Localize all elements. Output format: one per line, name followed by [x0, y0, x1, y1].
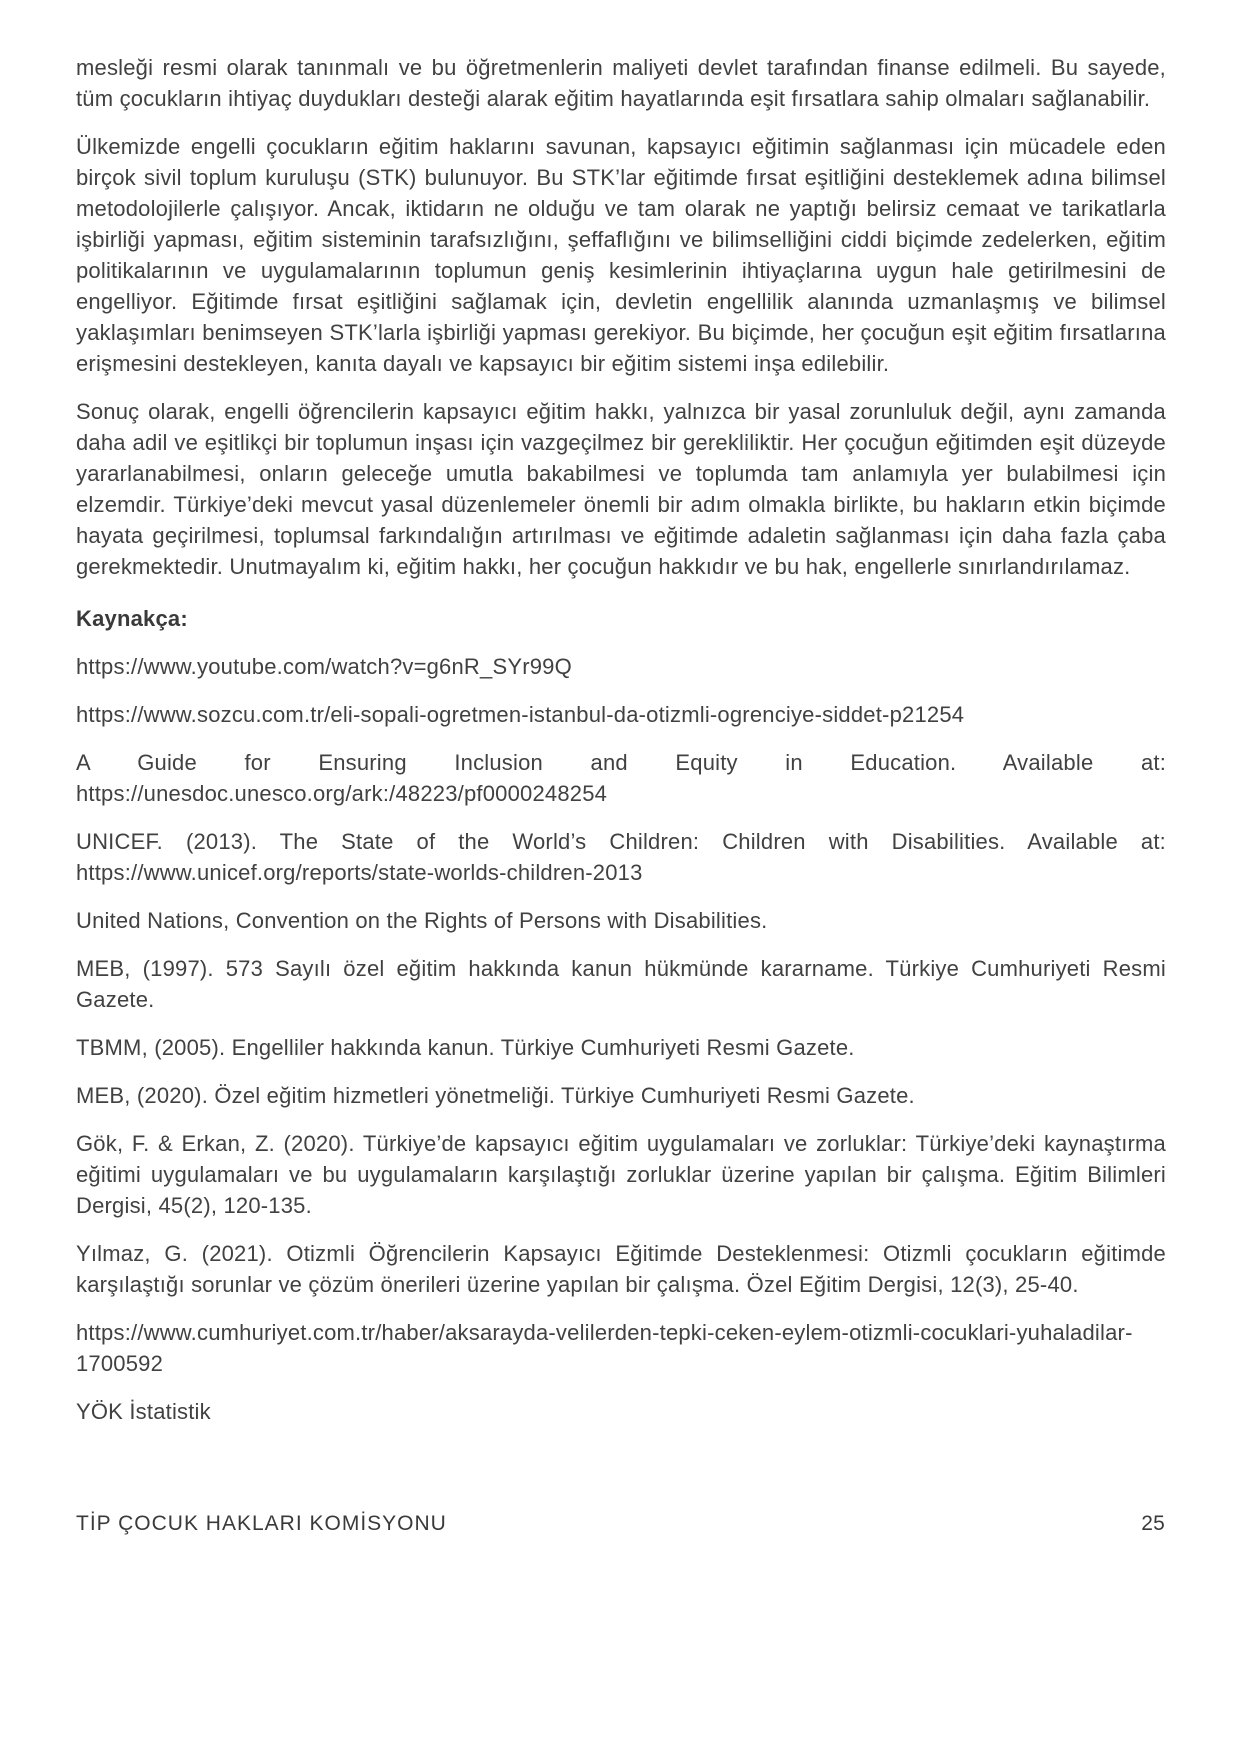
reference-item: MEB, (1997). 573 Sayılı özel eğitim hakkında kanun hükmünde kararname. Türkiye Cumhuriyeti Resmi Gazete.	[76, 956, 1166, 1012]
reference-item: https://www.cumhuriyet.com.tr/haber/aksarayda-velilerden-tepki-ceken-eylem-otizmli-cocuklari-yuhaladilar-1700592	[76, 1320, 1133, 1376]
page-number: 25	[1141, 1512, 1165, 1535]
reference-item: https://www.youtube.com/watch?v=g6nR_SYr99Q	[76, 654, 572, 679]
reference-item: YÖK İstatistik	[76, 1399, 211, 1424]
page-content	[76, 52, 1166, 1444]
page-footer	[76, 1512, 1165, 1536]
body-paragraph: Ülkemizde engelli çocukların eğitim haklarını savunan, kapsayıcı eğitimin sağlanması için mücadele eden birçok sivil toplum kuruluşu (STK) bulunuyor. Bu STK’lar eğitimde fırsat eşitliğini desteklemek adına bilimsel metodolojilerle çalışıyor. Ancak, iktidarın ne olduğu ve tam olarak ne yaptığı belirsiz cemaat ve tarikatlarla işbirliği yapması, eğitim sisteminin tarafsızlığını, şeffaflığını ve bilimselliğini ciddi biçimde zedelerken, eğitim politikalarının ve uygulamalarının toplumun geniş kesimlerinin ihtiyaçlarına uygun hale getirilmesini de engelliyor. Eğitimde fırsat eşitliğini sağlamak için, devletin engellilik alanında uzmanlaşmış ve bilimsel yaklaşımları benimseyen STK’larla işbirliği yapması gerekiyor. Bu biçimde, her çocuğun eşit eğitim fırsatlarına erişmesini destekleyen, kanıta dayalı ve kapsayıcı bir eğitim sistemi inşa edilebilir.	[76, 134, 1166, 376]
reference-item: Yılmaz, G. (2021). Otizmli Öğrencilerin Kapsayıcı Eğitimde Desteklenmesi: Otizmli çocukların eğitimde karşılaştığı sorunlar ve çözüm önerileri üzerine yapılan bir çalışma. Özel Eğitim Dergisi, 12(3), 25-40.	[76, 1241, 1166, 1297]
footer-title: TİP ÇOCUK HAKLARI KOMİSYONU	[76, 1512, 447, 1535]
reference-item: A Guide for Ensuring Inclusion and Equity in Education. Available at: https://unesdoc.unesco.org/ark:/48223/pf0000248254	[76, 750, 1166, 806]
reference-item: MEB, (2020). Özel eğitim hizmetleri yönetmeliği. Türkiye Cumhuriyeti Resmi Gazete.	[76, 1083, 915, 1108]
reference-item: UNICEF. (2013). The State of the World’s Children: Children with Disabilities. Available at: https://www.unicef.org/reports/state-worlds-children-2013	[76, 829, 1166, 885]
reference-item: https://www.sozcu.com.tr/eli-sopali-ogretmen-istanbul-da-otizmli-ogrenciye-siddet-p21254	[76, 702, 965, 727]
reference-item: United Nations, Convention on the Rights of Persons with Disabilities.	[76, 908, 768, 933]
references-heading: Kaynakça:	[76, 606, 188, 631]
reference-item: Gök, F. & Erkan, Z. (2020). Türkiye’de kapsayıcı eğitim uygulamaları ve zorluklar: Türkiye’deki kaynaştırma eğitimi uygulamaları ve bu uygulamaların karşılaştığı zorluklar üzerine yapılan bir çalışma. Eğitim Bilimleri Dergisi, 45(2), 120-135.	[76, 1131, 1166, 1218]
body-paragraph: Sonuç olarak, engelli öğrencilerin kapsayıcı eğitim hakkı, yalnızca bir yasal zorunluluk değil, aynı zamanda daha adil ve eşitlikçi bir toplumun inşası için vazgeçilmez bir gerekliliktir. Her çocuğun eğitimden eşit düzeyde yararlanabilmesi, onların geleceğe umutla bakabilmesi ve toplumda tam anlamıyla yer bulabilmesi için elzemdir. Türkiye’deki mevcut yasal düzenlemeler önemli bir adım olmakla birlikte, bu hakların etkin biçimde hayata geçirilmesi, toplumsal farkındalığın artırılması ve eğitimde adaletin sağlanması için daha fazla çaba gerekmektedir. Unutmayalım ki, eğitim hakkı, her çocuğun hakkıdır ve bu hak, engellerle sınırlandırılamaz.	[76, 399, 1166, 579]
reference-item: TBMM, (2005). Engelliler hakkında kanun. Türkiye Cumhuriyeti Resmi Gazete.	[76, 1035, 855, 1060]
body-paragraph: mesleği resmi olarak tanınmalı ve bu öğretmenlerin maliyeti devlet tarafından finanse edilmeli. Bu sayede, tüm çocukların ihtiyaç duydukları desteği alarak eğitim hayatlarında eşit fırsatlara sahip olmaları sağlanabilir.	[76, 55, 1166, 111]
